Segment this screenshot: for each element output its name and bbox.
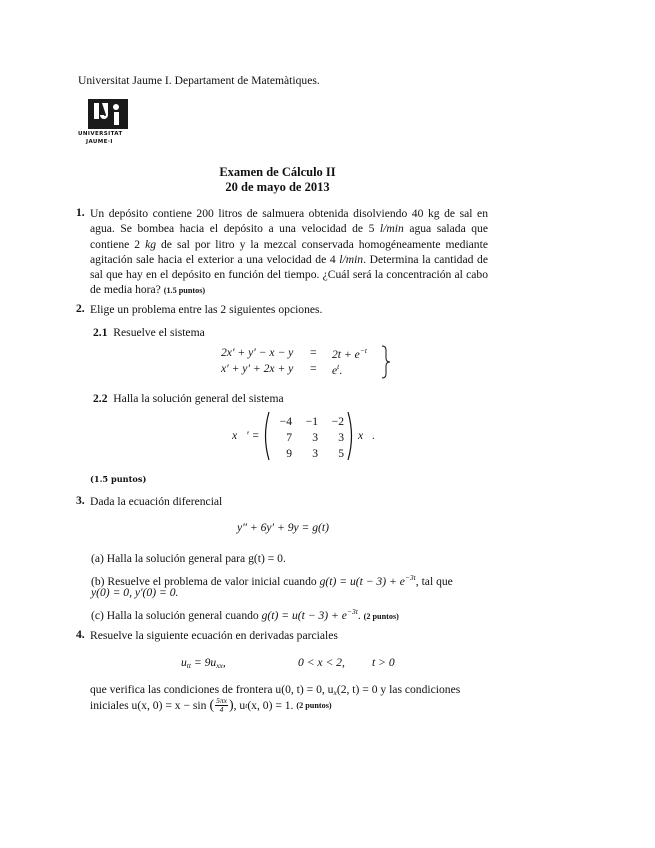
pde-sub-xx: xx [216, 661, 223, 670]
q1-rate2: l/min [339, 252, 364, 266]
q4-line1: que verifica las condiciones de frontera u(0, t) = 0, u [90, 683, 334, 696]
q4-time: t > 0 [372, 656, 395, 669]
fraction [215, 697, 228, 714]
q3-c-math: g(t) = u(t − 3) + e [261, 609, 347, 622]
q3-c-exp: −3t [346, 607, 358, 616]
matrix-cell: −2 [331, 415, 344, 428]
q3-c-text: (c) Halla la solución general cuando [91, 609, 262, 622]
matrix-cell: 9 [286, 447, 292, 460]
q1-text-b: agua salada que contiene 2 [90, 222, 489, 251]
matrix-cell: −1 [305, 415, 318, 428]
university-logo [78, 99, 138, 149]
q4-line1-end: (2, t) = 0 y las condiciones [336, 683, 461, 696]
matrix-lhs: x⃗′ = [232, 429, 260, 442]
subquestion-2-2 [93, 391, 284, 406]
system-row2-eq: = [310, 362, 317, 375]
q1-text-c: de sal por litro y la mezcal conservada homogéneamente mediante agitación sale hacia el exterior a una velocidad de 4 [90, 237, 488, 266]
matrix-cell: 3 [338, 431, 344, 444]
row2-rhs-end: . [339, 364, 343, 377]
q1-unit: kg [145, 237, 157, 251]
question-2-number: 2. [76, 302, 85, 315]
matrix-cell: 3 [312, 447, 318, 460]
q4-initial-conditions [90, 697, 332, 714]
row1-rhs-text: 2t + e [332, 348, 360, 361]
system-brace-icon [380, 345, 392, 379]
q3-b-math: g(t) = u(t − 3) + e [319, 575, 405, 588]
matrix-cell: 3 [312, 431, 318, 444]
q3-c-end: . [357, 609, 361, 622]
question-1-text [90, 206, 488, 299]
q1-rate1: l/min [379, 222, 404, 236]
logo-text-line1: UNIVERSITAT [78, 131, 123, 137]
row2-rhs-text: e [332, 364, 338, 377]
pde-mid: = 9u [190, 656, 217, 669]
matrix-cell: 5 [338, 447, 344, 460]
q1-text-a: Un depósito contiene 200 litros de salmuera obtenida disolviendo 40 kg de sal en agua. Se bombea hacia el depósito a una velocidad de 5 [90, 207, 488, 236]
system-row1-lhs: 2x′ + y′ − x − y [221, 346, 294, 359]
matrix-cell: −4 [279, 415, 292, 428]
pde-sub-tt: tt [186, 661, 191, 670]
q3-b-exp: −3t [404, 573, 416, 582]
matrix-cell: 7 [286, 431, 292, 444]
q4-line2-sub: t [245, 701, 248, 710]
row2-rhs-exp: t [337, 362, 340, 371]
q1-points: (1.5 puntos) [163, 286, 206, 296]
system-row1-eq: = [310, 346, 317, 359]
subquestion-2-1 [93, 325, 205, 340]
exam-title: Examen de Cálculo II [219, 165, 336, 179]
logo-text-line2: JAUME·I [86, 139, 113, 145]
q4-line2-a: iniciales u(x, 0) = x − sin [90, 699, 207, 712]
q4-domain: 0 < x < 2, [298, 656, 345, 669]
q3-part-c [91, 604, 399, 624]
sub-2-2-text: Halla la solución general del sistema [113, 392, 284, 405]
q4-line2-c: (x, 0) = 1. [247, 699, 294, 712]
fraction-numerator: 5πx [216, 696, 227, 705]
q3-b-end: , tal que [415, 575, 453, 588]
pde-u: u [181, 656, 187, 669]
matrix-grid [266, 415, 344, 460]
open-paren-icon: ( [209, 698, 215, 713]
matrix-rhs: x⃗. [358, 429, 376, 442]
q3-part-a: (a) Halla la solución general para g(t) = 0. [91, 552, 286, 565]
q3-part-b-line2: y(0) = 0, y′(0) = 0. [91, 586, 179, 599]
system-row1-rhs [332, 346, 367, 361]
matrix-right-paren-icon [346, 411, 356, 461]
q2-points: (1.5 puntos) [90, 474, 147, 484]
q3-points: (2 puntos) [363, 612, 399, 621]
institution-header: Universitat Jaume I. Departament de Matemàtiques. [78, 74, 320, 87]
exam-date: 20 de mayo de 2013 [225, 180, 330, 194]
q4-points: (2 puntos) [296, 701, 332, 710]
system-row2-lhs: x′ + y′ + 2x + y [221, 362, 294, 375]
pde-comma: , [222, 656, 226, 669]
q1-text-d: . Determina la cantidad de sal que hay en el depósito en función del tiempo. ¿Cuál será la concentración al cabo de media hora? [90, 252, 488, 297]
sub-2-2-number: 2.2 [93, 392, 108, 405]
q4-line2-b: , u [233, 699, 246, 712]
sub-2-1-number: 2.1 [93, 326, 108, 339]
fraction-denominator: 4 [219, 705, 224, 714]
q4-line1-sub: x [333, 688, 337, 697]
sub-2-1-text: Resuelve el sistema [113, 326, 205, 339]
q3-b-text: (b) Resuelve el problema de valor inicial cuando [91, 575, 320, 588]
q3-equation: y″ + 6y′ + 9y = g(t) [237, 521, 329, 534]
question-2-text: Elige un problema entre las 2 siguientes opciones. [90, 303, 323, 316]
row1-rhs-exp: −t [359, 346, 367, 355]
question-4-number: 4. [76, 628, 85, 641]
close-paren-icon: ) [228, 698, 234, 713]
question-3-text: Dada la ecuación diferencial [90, 495, 223, 508]
question-3-number: 3. [76, 494, 85, 507]
uji-logo-icon [88, 99, 128, 129]
system-row2-rhs [332, 362, 342, 377]
q4-pde [181, 656, 226, 670]
question-4-text: Resuelve la siguiente ecuación en derivadas parciales [90, 629, 338, 642]
question-1-number: 1. [76, 206, 85, 219]
